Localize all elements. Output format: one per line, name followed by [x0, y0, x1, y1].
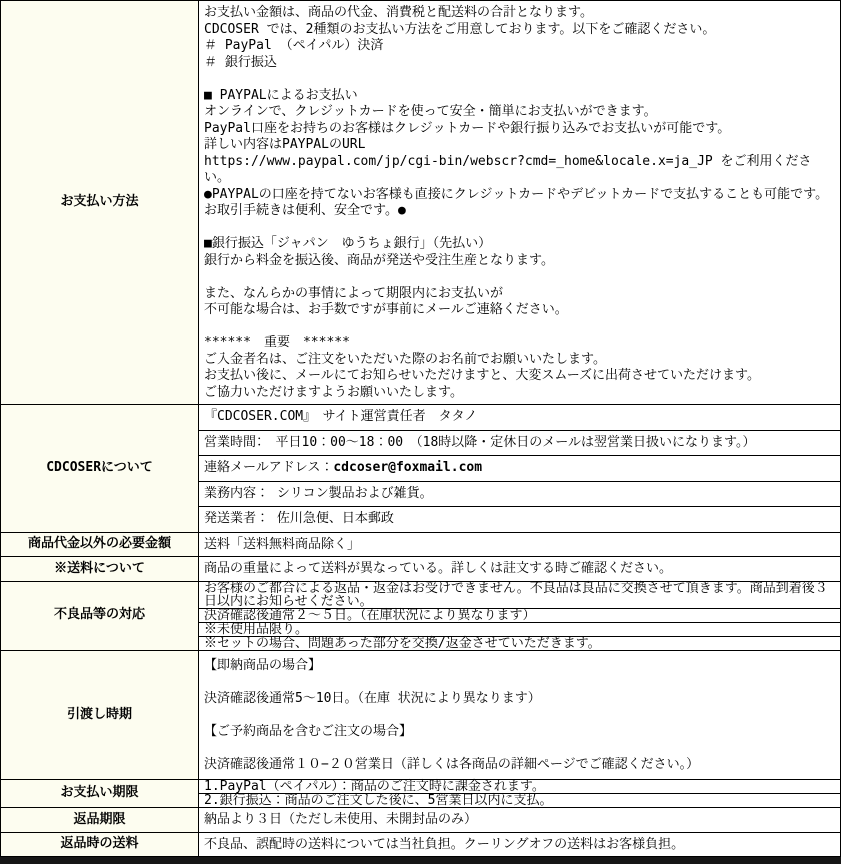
defective-item: ※セットの場合、問題あった部分を交換/返金させていただきます。: [204, 635, 601, 651]
payment-deadline-content: [199, 780, 840, 807]
row-shipping-note: [1, 557, 840, 582]
return-shipping-content: 不良品、誤配時の送料については当社負担。クーリングオフの送料はお客様負担。: [204, 836, 685, 852]
return-deadline-label: 返品期限: [1, 808, 199, 832]
text-line: [204, 707, 836, 724]
defective-item: お客様のご都合による返品・返金はお受けできません。不良品は良品に交換させて頂きます。商品到着後３日以内にお知らせください。: [199, 582, 840, 609]
payment-deadline-label: お支払い期限: [1, 780, 199, 807]
bottom-divider-bar: [0, 857, 841, 864]
shipping-note-label: ※送料について: [1, 557, 199, 581]
text-line: [204, 220, 836, 237]
payment-method-label: お支払い方法: [1, 1, 199, 404]
text-line: [204, 71, 836, 88]
about-content: [199, 405, 840, 532]
about-shipper-line: 発送業者： 佐川急便、日本郵政: [204, 511, 394, 526]
return-deadline-content: 納品より３日（ただし未使用、未開封品のみ）: [204, 812, 478, 827]
text-line: 詳しい内容はPAYPALのURL: [204, 137, 366, 152]
text-line: 決済確認後通常5〜10日。（在庫 状況により異なります）: [204, 690, 541, 706]
about-business-line: 業務内容： シリコン製品および雑貨。: [199, 482, 840, 508]
text-line: お支払い後に、メールにてお知らせいただけますと、大変スムーズに出荷させていただけます。: [204, 368, 761, 383]
defective-item: 決済確認後通常２〜５日。（在庫状況により異なります）: [199, 609, 840, 623]
text-line: ■銀行振込「ジャパン ゆうちょ銀行」（先払い）: [204, 236, 492, 251]
row-delivery: [1, 651, 840, 781]
text-line: PayPal口座をお持ちのお客様はクレジットカードや銀行振り込みでお支払いが可能です。: [204, 120, 731, 136]
text-line: 不可能な場合は、お手数ですが事前にメールご連絡ください。: [204, 302, 568, 317]
payment-deadline-item: 1.PayPal（ペイパル）：商品のご注文時に課金されます。: [199, 780, 840, 794]
text-line: 決済確認後通常１０−２０営業日（詳しくは各商品の詳細ページでご確認ください。）: [204, 756, 700, 772]
extra-fees-label: 商品代金以外の必要金額: [1, 533, 199, 557]
text-line: 【即納商品の場合】: [204, 657, 322, 673]
defective-item: ※未使用品限り。: [199, 623, 840, 637]
defective-label: 不良品等の対応: [1, 582, 199, 650]
about-email-line: [199, 456, 840, 482]
text-line: [204, 319, 836, 336]
row-return-deadline: [1, 808, 840, 833]
row-return-shipping: [1, 833, 840, 857]
text-line: お取引手続きは便利、安全です。●: [204, 203, 406, 218]
text-line: https://www.paypal.com/jp/cgi-bin/webscr?cmd=_home&locale.x=ja_JP をご利用ください。: [204, 153, 812, 185]
defective-content: [199, 582, 840, 650]
text-line: オンラインで、クレジットカードを使って安全・簡単にお支払いができます。: [204, 104, 657, 119]
return-shipping-label: 返品時の送料: [1, 833, 199, 857]
text-line: ご入金者名は、ご注文をいただいた際のお名前でお願いいたします。: [204, 351, 606, 367]
text-line: CDCOSER では、2種類のお支払い方法をご用意しております。以下をご確認ください。: [204, 21, 716, 37]
text-line: 銀行から料金を振込後、商品が発送や受注生産となります。: [204, 252, 554, 268]
text-line: ****** 重要 ******: [204, 335, 350, 350]
payment-deadline-item: 2.銀行振込：商品のご注文した後に、5営業日以内に支払。: [204, 793, 553, 808]
delivery-label: 引渡し時期: [1, 651, 199, 780]
text-line: ●PAYPALの口座を持てないお客様も直接にクレジットカードやデビットカードで支払することも可能です。: [204, 186, 829, 202]
text-line: 【ご予約商品を含むご注文の場合】: [204, 723, 413, 739]
text-line: ご協力いただけますようお願いいたします。: [204, 384, 463, 400]
row-extra-fees: [1, 533, 840, 558]
extra-fees-content: 送料「送料無料商品除く」: [204, 536, 361, 552]
email-label: 連絡メールアドレス：: [204, 460, 334, 475]
text-line: また、なんらかの事情によって期限内にお支払いが: [204, 285, 504, 301]
text-line: [204, 269, 836, 286]
payment-method-content: [199, 1, 840, 404]
text-line: [204, 674, 836, 691]
row-payment-method: [1, 1, 840, 405]
text-line: お支払い金額は、商品の代金、消費税と配送料の合計となります。: [204, 5, 593, 20]
email-link[interactable]: cdcoser@foxmail.com: [333, 460, 483, 475]
row-payment-deadline: [1, 780, 840, 808]
shipping-note-content: 商品の重量によって送料が異なっている。詳しくは註文する時ご確認ください。: [204, 561, 673, 576]
about-label: CDCOSERについて: [1, 405, 199, 532]
text-line: [204, 740, 836, 757]
row-about: [1, 405, 840, 533]
about-hours-line: 営業時間： 平日10：00〜18：00 （18時以降・定休日のメールは翌営業日扱いになります。）: [199, 431, 840, 457]
about-site-line: 『CDCOSER.COM』 サイト運営責任者 タタノ: [199, 405, 840, 431]
delivery-content: [199, 651, 840, 780]
text-line: ＃ 銀行振込: [204, 54, 277, 70]
text-line: ＃ PayPal （ペイパル）決済: [204, 38, 384, 53]
row-defective: [1, 582, 840, 651]
text-line: ■ PAYPALによるお支払い: [204, 87, 358, 103]
